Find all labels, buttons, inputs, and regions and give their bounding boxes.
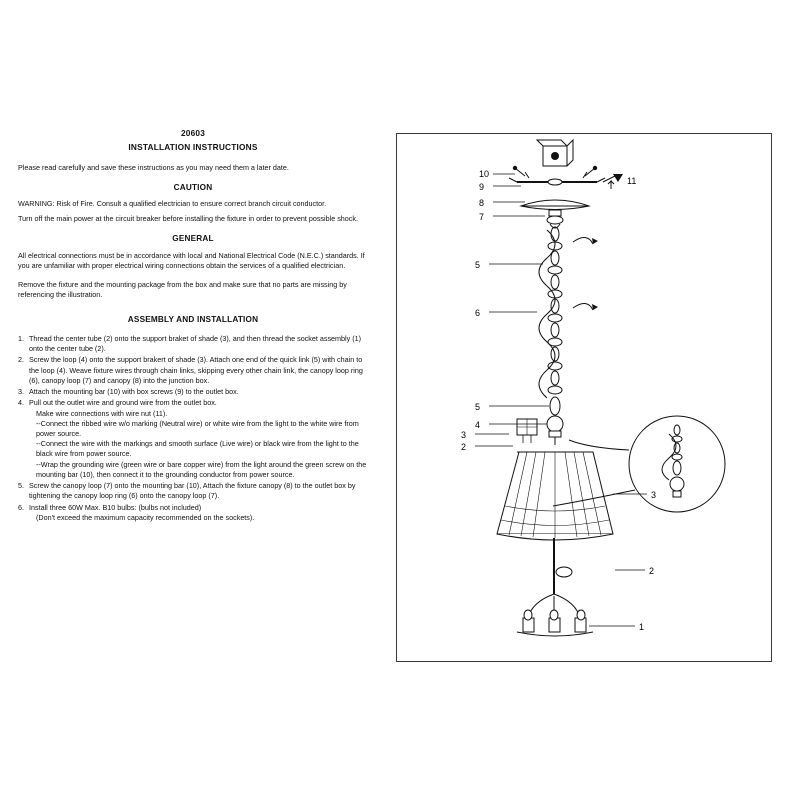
callout-3-right: 3	[651, 490, 657, 500]
callout-2-right: 2	[649, 566, 655, 576]
quick-link-group	[550, 397, 560, 415]
instructions-text-column	[18, 128, 368, 524]
callout-5-top: 5	[475, 260, 481, 270]
socket-assembly-group	[517, 594, 593, 636]
step-text: Screw the loop (4) onto the support brakert of shade (3). Attach one end of the quick link (5) with chain to the loop (4). Weave fixture wires through chain links, skipping every other chain link, the canopy loop ring (6), canopy loop (7) and canopy (8) into the junction box.	[29, 355, 363, 385]
step-number: 2.	[18, 355, 24, 365]
wire-nut-group	[603, 174, 623, 182]
step-number: 6.	[18, 502, 24, 512]
mounting-bar-group	[509, 172, 605, 185]
step-number: 4.	[18, 398, 24, 408]
document-title: INSTALLATION INSTRUCTIONS	[128, 141, 258, 152]
list-item	[18, 503, 368, 523]
step-text: Screw the canopy loop (7) onto the mounting bar (10), Attach the fixture canopy (8) to the outlet box by tightening the canopy loop ring (6) onto the canopy loop (7).	[29, 481, 356, 501]
callout-4: 4	[475, 420, 481, 430]
caution-paragraph-2: Turn off the main power at the circuit breaker before installing the fixture in order to prevent possible shock.	[18, 213, 358, 223]
callout-5-lower: 5	[475, 402, 481, 412]
fixture-diagram	[397, 134, 771, 661]
callout-7: 7	[479, 212, 485, 222]
step-text: Pull out the outlet wire and ground wire from the outlet box.	[29, 398, 217, 408]
list-item	[18, 355, 368, 386]
step-number: 5.	[18, 481, 24, 491]
list-item	[18, 334, 368, 354]
canopy-loop-group	[547, 210, 563, 228]
step-number: 1.	[18, 334, 24, 344]
shade-group	[497, 437, 613, 540]
caution-paragraph-1: WARNING: Risk of Fire. Consult a qualified electrician to ensure correct branch circuit conductor.	[18, 199, 327, 209]
callout-6: 6	[475, 308, 481, 318]
rotation-arrow-group	[573, 237, 598, 310]
step-substep: --Connect the ribbed wire w/o marking (Neutral wire) or white wire from the light to the white wire from power source.	[36, 418, 359, 438]
step-text: Attach the mounting bar (10) with box screws (9) to the outlet box.	[29, 387, 239, 397]
center-tube-group	[554, 538, 572, 594]
canopy-group	[521, 200, 589, 210]
callout-8: 8	[479, 198, 485, 208]
general-paragraph-1: All electrical connections must be in accordance with local and National Electrical Code (N.E.C.) standards. If you are unfamiliar with proper electrical wiring connections obtain the services of a qualified electrician.	[18, 250, 365, 270]
general-paragraph-2: Remove the fixture and the mounting package from the box and make sure that no parts are missing by referencing the illustration.	[18, 279, 347, 300]
step-text: Install three 60W Max. B10 bulbs: (bulbs not included)	[29, 502, 202, 512]
leader-lines	[475, 174, 647, 626]
callout-9: 9	[479, 182, 485, 192]
callout-1: 1	[639, 622, 645, 632]
bracket-detail-group	[517, 419, 537, 443]
assembly-steps-list	[18, 334, 368, 523]
callout-2-left: 2	[461, 442, 467, 452]
step-substep: (Don't exceed the maximum capacity recommended on the sockets).	[36, 512, 255, 522]
caution-heading: CAUTION	[173, 182, 213, 192]
step-number: 3.	[18, 387, 24, 397]
chain-group	[539, 227, 562, 398]
assembly-heading: ASSEMBLY AND INSTALLATION	[127, 315, 259, 325]
callout-3-left: 3	[461, 430, 467, 440]
lead-paragraph: Please read carefully and save these instructions as you may need them a later date.	[18, 162, 289, 172]
callout-11: 11	[627, 176, 637, 186]
junction-box-group	[537, 140, 573, 166]
step-substep: --Connect the wire with the markings and smooth surface (Live wire) or black wire from the light to the black wire from power source.	[36, 439, 359, 459]
step-substep: Make wire connections with wire nut (11).	[36, 408, 168, 418]
list-item	[18, 481, 368, 501]
illustration-panel	[396, 133, 772, 662]
loop-group	[547, 416, 563, 437]
step-text: Thread the center tube (2) onto the support braket of shade (3), and then thread the socket assembly (1) onto the center tube (2).	[29, 334, 362, 354]
general-heading: GENERAL	[172, 233, 214, 243]
list-item	[18, 387, 368, 397]
step-substep: --Wrap the grounding wire (green wire or bare copper wire) from the light around the green screw on the mounting bar (10), then connect it to the grounding conductor from power source.	[36, 459, 367, 479]
callout-10: 10	[479, 169, 490, 179]
document-number: 20603	[180, 128, 206, 138]
list-item	[18, 398, 368, 480]
wire-nut-arrow	[608, 181, 614, 189]
box-screws-group	[513, 166, 597, 176]
